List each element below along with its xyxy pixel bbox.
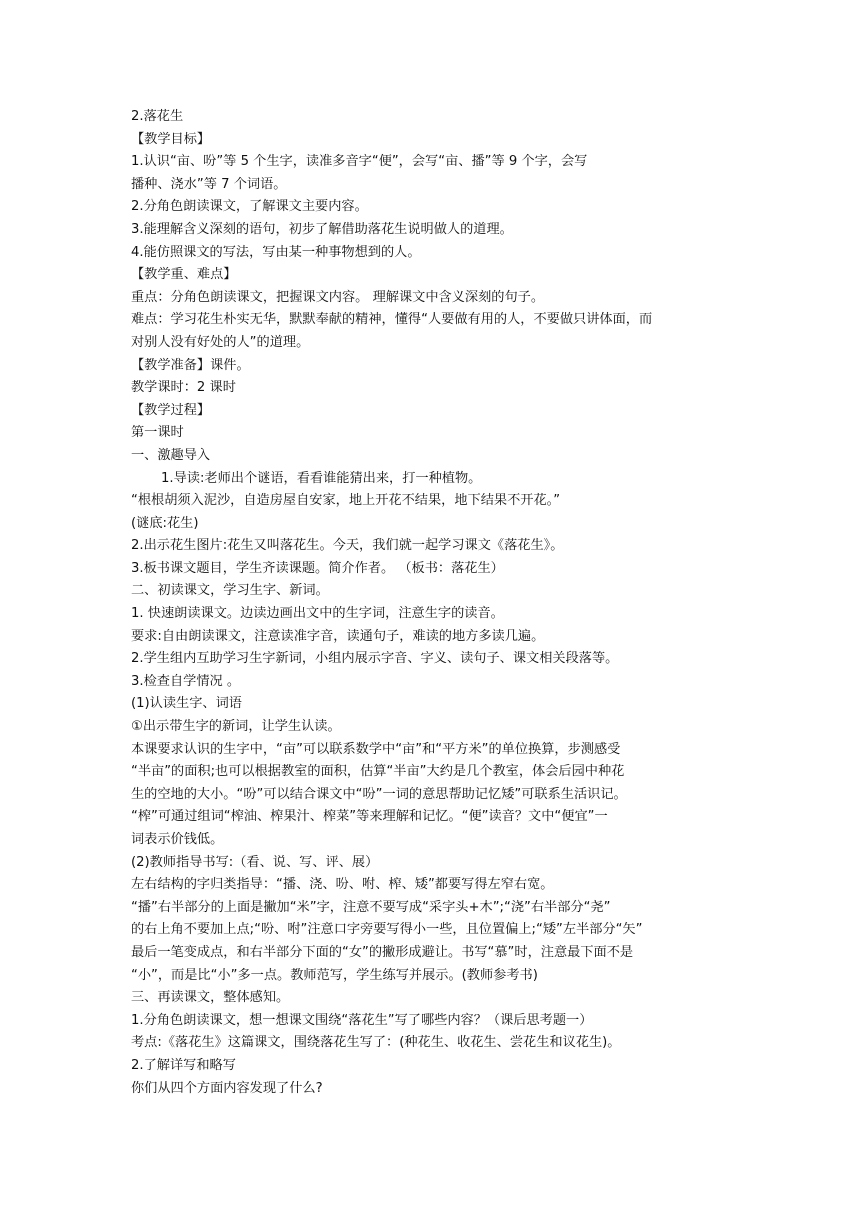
text-line: 1. 快速朗读课文。边读边画出文中的生字词，注意生字的读音。 bbox=[131, 606, 504, 622]
text-line: 播种、浇水”等 7 个词语。 bbox=[131, 176, 287, 192]
text-line: 考点:《落花生》这篇课文，围绕落花生写了：(种花生、收花生、尝花生和议花生)。 bbox=[131, 1035, 621, 1051]
text-line: 本课要求认识的生字中，“亩”可以联系数学中“亩”和“平方米”的单位换算，步测感受 bbox=[131, 741, 621, 757]
section-heading-key-points: 【教学重、难点】 bbox=[131, 267, 237, 283]
text-line: 1.分角色朗读课文，想一想课文围绕“落花生”写了哪些内容？（课后思考题一） bbox=[131, 1012, 593, 1028]
text-line: 难点：学习花生朴实无华，默默奉献的精神，懂得“人要做有用的人，不要做只讲体面，而 bbox=[131, 312, 653, 328]
text-line: 要求:自由朗读课文，注意读准字音，读通句子，难读的地方多读几遍。 bbox=[131, 628, 545, 644]
text-line: 重点：分角色朗读课文，把握课文内容。 理解课文中含义深刻的句子。 bbox=[131, 289, 545, 305]
text-line: “播”右半部分的上面是撇加“米”字，注意不要写成“采字头+木”;“浇”右半部分“尧” bbox=[131, 899, 611, 915]
text-line: 二、初读课文，学习生字、新词。 bbox=[131, 583, 329, 599]
text-line: 第一课时 bbox=[131, 425, 184, 441]
section-heading-process: 【教学过程】 bbox=[131, 402, 211, 418]
text-line: “根根胡须入泥沙，自造房屋自安家，地上开花不结果，地下结果不开花。” bbox=[131, 493, 561, 509]
text-line: “半亩”的面积;也可以根据教室的面积，估算“半亩”大约是几个教室，体会后园中种花 bbox=[131, 764, 625, 780]
text-line: “榨”可通过组词“榨油、榨果汁、榨菜”等来理解和记忆。“便”读音？文中“便宜”一 bbox=[131, 809, 608, 825]
text-line: 最后一笔变成点，和右半部分下面的“女”的撇形成避让。书写“慕”时，注意最下面不是 bbox=[131, 944, 634, 960]
text-line: (1)认读生字、词语 bbox=[131, 696, 242, 712]
text-line: 3.检查自学情况 。 bbox=[131, 673, 241, 689]
text-line: 的右上角不要加上点;“吩、咐”注意口字旁要写得小一些，且位置偏上;“矮”左半部分“矢” bbox=[131, 922, 643, 938]
text-line: 3.能理解含义深刻的语句，初步了解借助落花生说明做人的道理。 bbox=[131, 221, 513, 237]
text-line: 2.了解详写和略写 bbox=[131, 1057, 236, 1073]
text-line: 对别人没有好处的人”的道理。 bbox=[131, 334, 310, 350]
text-line: 一、激趣导入 bbox=[131, 447, 211, 463]
text-line: 你们从四个方面内容发现了什么? bbox=[131, 1080, 323, 1096]
text-line: 2.分角色朗读课文，了解课文主要内容。 bbox=[131, 199, 368, 215]
text-line: 1.导读:老师出个谜语，看看谁能猜出来，打一种植物。 bbox=[161, 470, 482, 486]
text-line: 1.认识“亩、吩”等 5 个生字，读准多音字“便”，会写“亩、播”等 9 个字，会写 bbox=[131, 154, 588, 170]
text-line: 词表示价钱低。 bbox=[131, 832, 224, 847]
text-line: 生的空地的大小。“吩”可以结合课文中“吩”一词的意思帮助记忆矮”可联系生活识记。 bbox=[131, 786, 627, 802]
text-line: 4.能仿照课文的写法，写由某一种事物想到的人。 bbox=[131, 244, 421, 260]
text-line: 2.出示花生图片:花生又叫落花生。今天，我们就一起学习课文《落花生》。 bbox=[131, 538, 564, 554]
lesson-title: 2.落花生 bbox=[131, 109, 184, 124]
text-line: 三、再读课文，整体感知。 bbox=[131, 990, 290, 1006]
section-heading-objectives: 【教学目标】 bbox=[131, 131, 211, 147]
lesson-plan-text bbox=[131, 106, 735, 1100]
text-line: “小”，而是比“小”多一点。教师范写，学生练写并展示。(教师参考书) bbox=[131, 967, 538, 983]
text-line: 3.板书课文题目，学生齐读课题。简介作者。 （板书：落花生） bbox=[131, 560, 504, 576]
text-line: 左右结构的字归类指导：“播、浇、吩、咐、榨、矮”都要写得左窄右宽。 bbox=[131, 877, 554, 893]
text-line: (2)教师指导书写:（看、说、写、评、展） bbox=[131, 854, 379, 870]
text-line: ①出示带生字的新词，让学生认读。 bbox=[131, 719, 341, 735]
section-heading-preparation: 【教学准备】课件。 bbox=[131, 357, 250, 373]
text-line: (谜底:花生) bbox=[131, 515, 199, 531]
text-line: 2.学生组内互助学习生字新词，小组内展示字音、字义、读句子、课文相关段落等。 bbox=[131, 651, 619, 667]
text-line: 教学课时：2 课时 bbox=[131, 380, 236, 396]
